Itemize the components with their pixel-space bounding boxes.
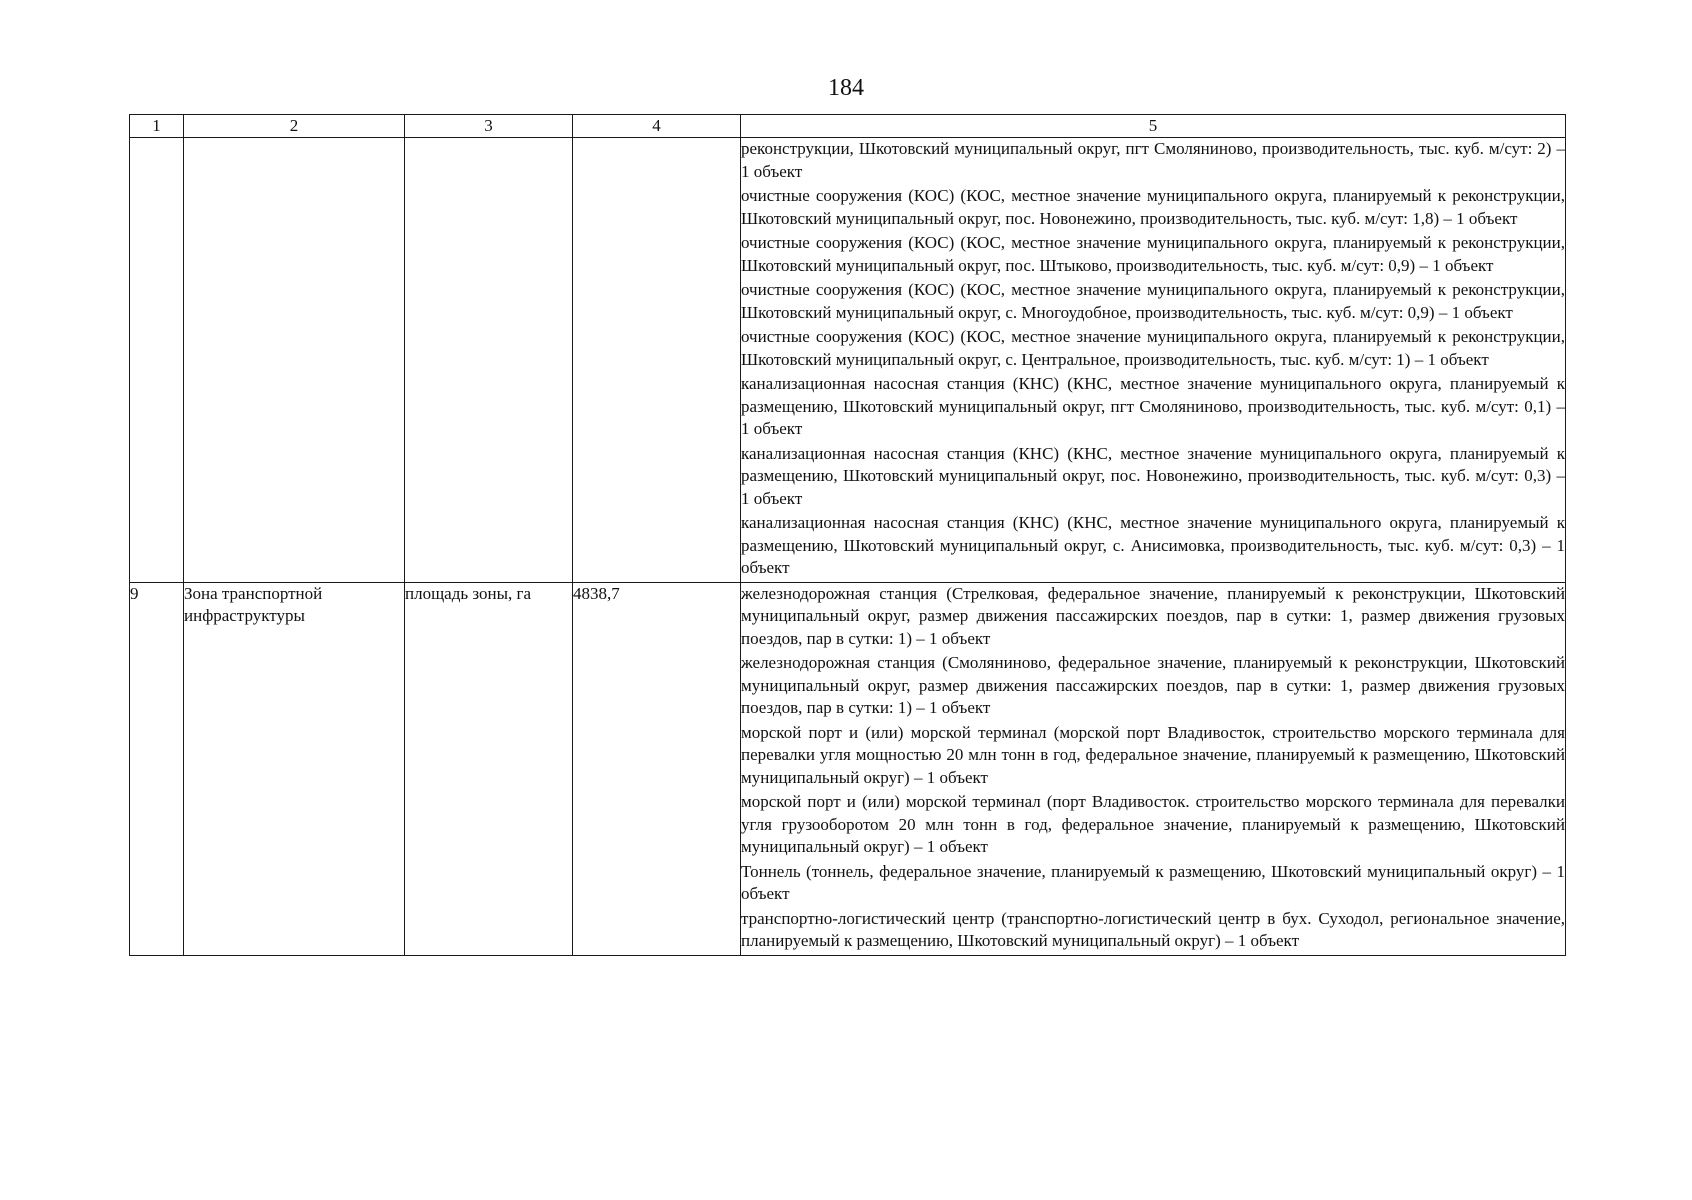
table-row: [130, 582, 1566, 955]
page-number: 184: [828, 75, 864, 101]
row-number-cell: 9: [130, 582, 184, 955]
object-item: морской порт и (или) морской терминал (морской порт Владивосток, строительство морского терминала для перевалки угля мощностью 20 млн тонн в год, федеральное значение, планируемый к размещению, Шкотовский муниципальный округ) – 1 объект: [741, 722, 1565, 787]
parameter-cell: площадь зоны, га: [405, 582, 573, 955]
object-item: очистные сооружения (КОС) (КОС, местное значение муниципального округа, планируемый к реконструкции, Шкотовский муниципальный округ, пос. Новонежино, производительность, тыс. куб. м/сут: 1,8) – 1 объект: [741, 186, 1565, 228]
table-row: [130, 138, 1566, 583]
object-item: очистные сооружения (КОС) (КОС, местное значение муниципального округа, планируемый к реконструкции, Шкотовский муниципальный округ, пос. Штыково, производительность, тыс. куб. м/сут: 0,9) – 1 объект: [741, 233, 1565, 275]
row-number-cell: [130, 138, 184, 583]
zones-table: [129, 114, 1566, 956]
table-header-row: [130, 115, 1566, 138]
object-item: железнодорожная станция (Смоляниново, федеральное значение, планируемый к реконструкции, Шкотовский муниципальный округ, размер движения пассажирских поездов, пар в сутки: 1, размер движения грузовых поездов, пар в сутки: 1) – 1 объект: [741, 653, 1565, 717]
zone-name-cell: [184, 138, 405, 583]
object-item: канализационная насосная станция (КНС) (КНС, местное значение муниципального округа, планируемый к размещению, Шкотовский муниципальный округ, пгт Смоляниново, производительность, тыс. куб. м/сут: 0,1) – 1 объект: [741, 374, 1565, 438]
objects-cell: [741, 582, 1566, 955]
object-item: канализационная насосная станция (КНС) (КНС, местное значение муниципального округа, планируемый к размещению, Шкотовский муниципальный округ, пос. Новонежино, производительность, тыс. куб. м/сут: 0,3) – 1 объект: [741, 443, 1565, 508]
zone-name-cell: Зона транспортной инфраструктуры: [184, 582, 405, 955]
object-item: морской порт и (или) морской терминал (порт Владивосток. строительство морского терминала для перевалки угля грузооборотом 20 млн тонн в год, федеральное значение, планируемый к размещению, Шкотовский муниципальный округ) – 1 объект: [741, 792, 1565, 856]
object-item: очистные сооружения (КОС) (КОС, местное значение муниципального округа, планируемый к реконструкции, Шкотовский муниципальный округ, с. Многоудобное, производительность, тыс. куб. м/сут: 0,9) – 1 объект: [741, 280, 1565, 322]
object-item: реконструкции, Шкотовский муниципальный округ, пгт Смоляниново, производительность, тыс. куб. м/сут: 2) – 1 объект: [741, 139, 1565, 181]
value-cell: [573, 138, 741, 583]
column-header: 5: [741, 115, 1566, 138]
objects-cell: [741, 138, 1566, 583]
column-header: 4: [573, 115, 741, 138]
object-item: очистные сооружения (КОС) (КОС, местное значение муниципального округа, планируемый к реконструкции, Шкотовский муниципальный округ, с. Центральное, производительность, тыс. куб. м/сут: 1) – 1 объект: [741, 327, 1565, 369]
column-header: 1: [130, 115, 184, 138]
object-item: канализационная насосная станция (КНС) (КНС, местное значение муниципального округа, планируемый к размещению, Шкотовский муниципальный округ, с. Анисимовка, производительность, тыс. куб. м/сут: 0,3) – 1 объект: [741, 513, 1565, 577]
object-item: Тоннель (тоннель, федеральное значение, планируемый к размещению, Шкотовский муниципальный округ) – 1 объект: [741, 861, 1565, 903]
object-item: транспортно-логистический центр (транспортно-логистический центр в бух. Суходол, региональное значение, планируемый к размещению, Шкотовский муниципальный округ) – 1 объект: [741, 908, 1565, 950]
column-header: 2: [184, 115, 405, 138]
object-item: железнодорожная станция (Стрелковая, федеральное значение, планируемый к реконструкции, Шкотовский муниципальный округ, размер движения пассажирских поездов, пар в сутки: 1, размер движения грузовых поездов, пар в сутки: 1) – 1 объект: [741, 583, 1565, 648]
column-header: 3: [405, 115, 573, 138]
parameter-cell: [405, 138, 573, 583]
value-cell: 4838,7: [573, 582, 741, 955]
